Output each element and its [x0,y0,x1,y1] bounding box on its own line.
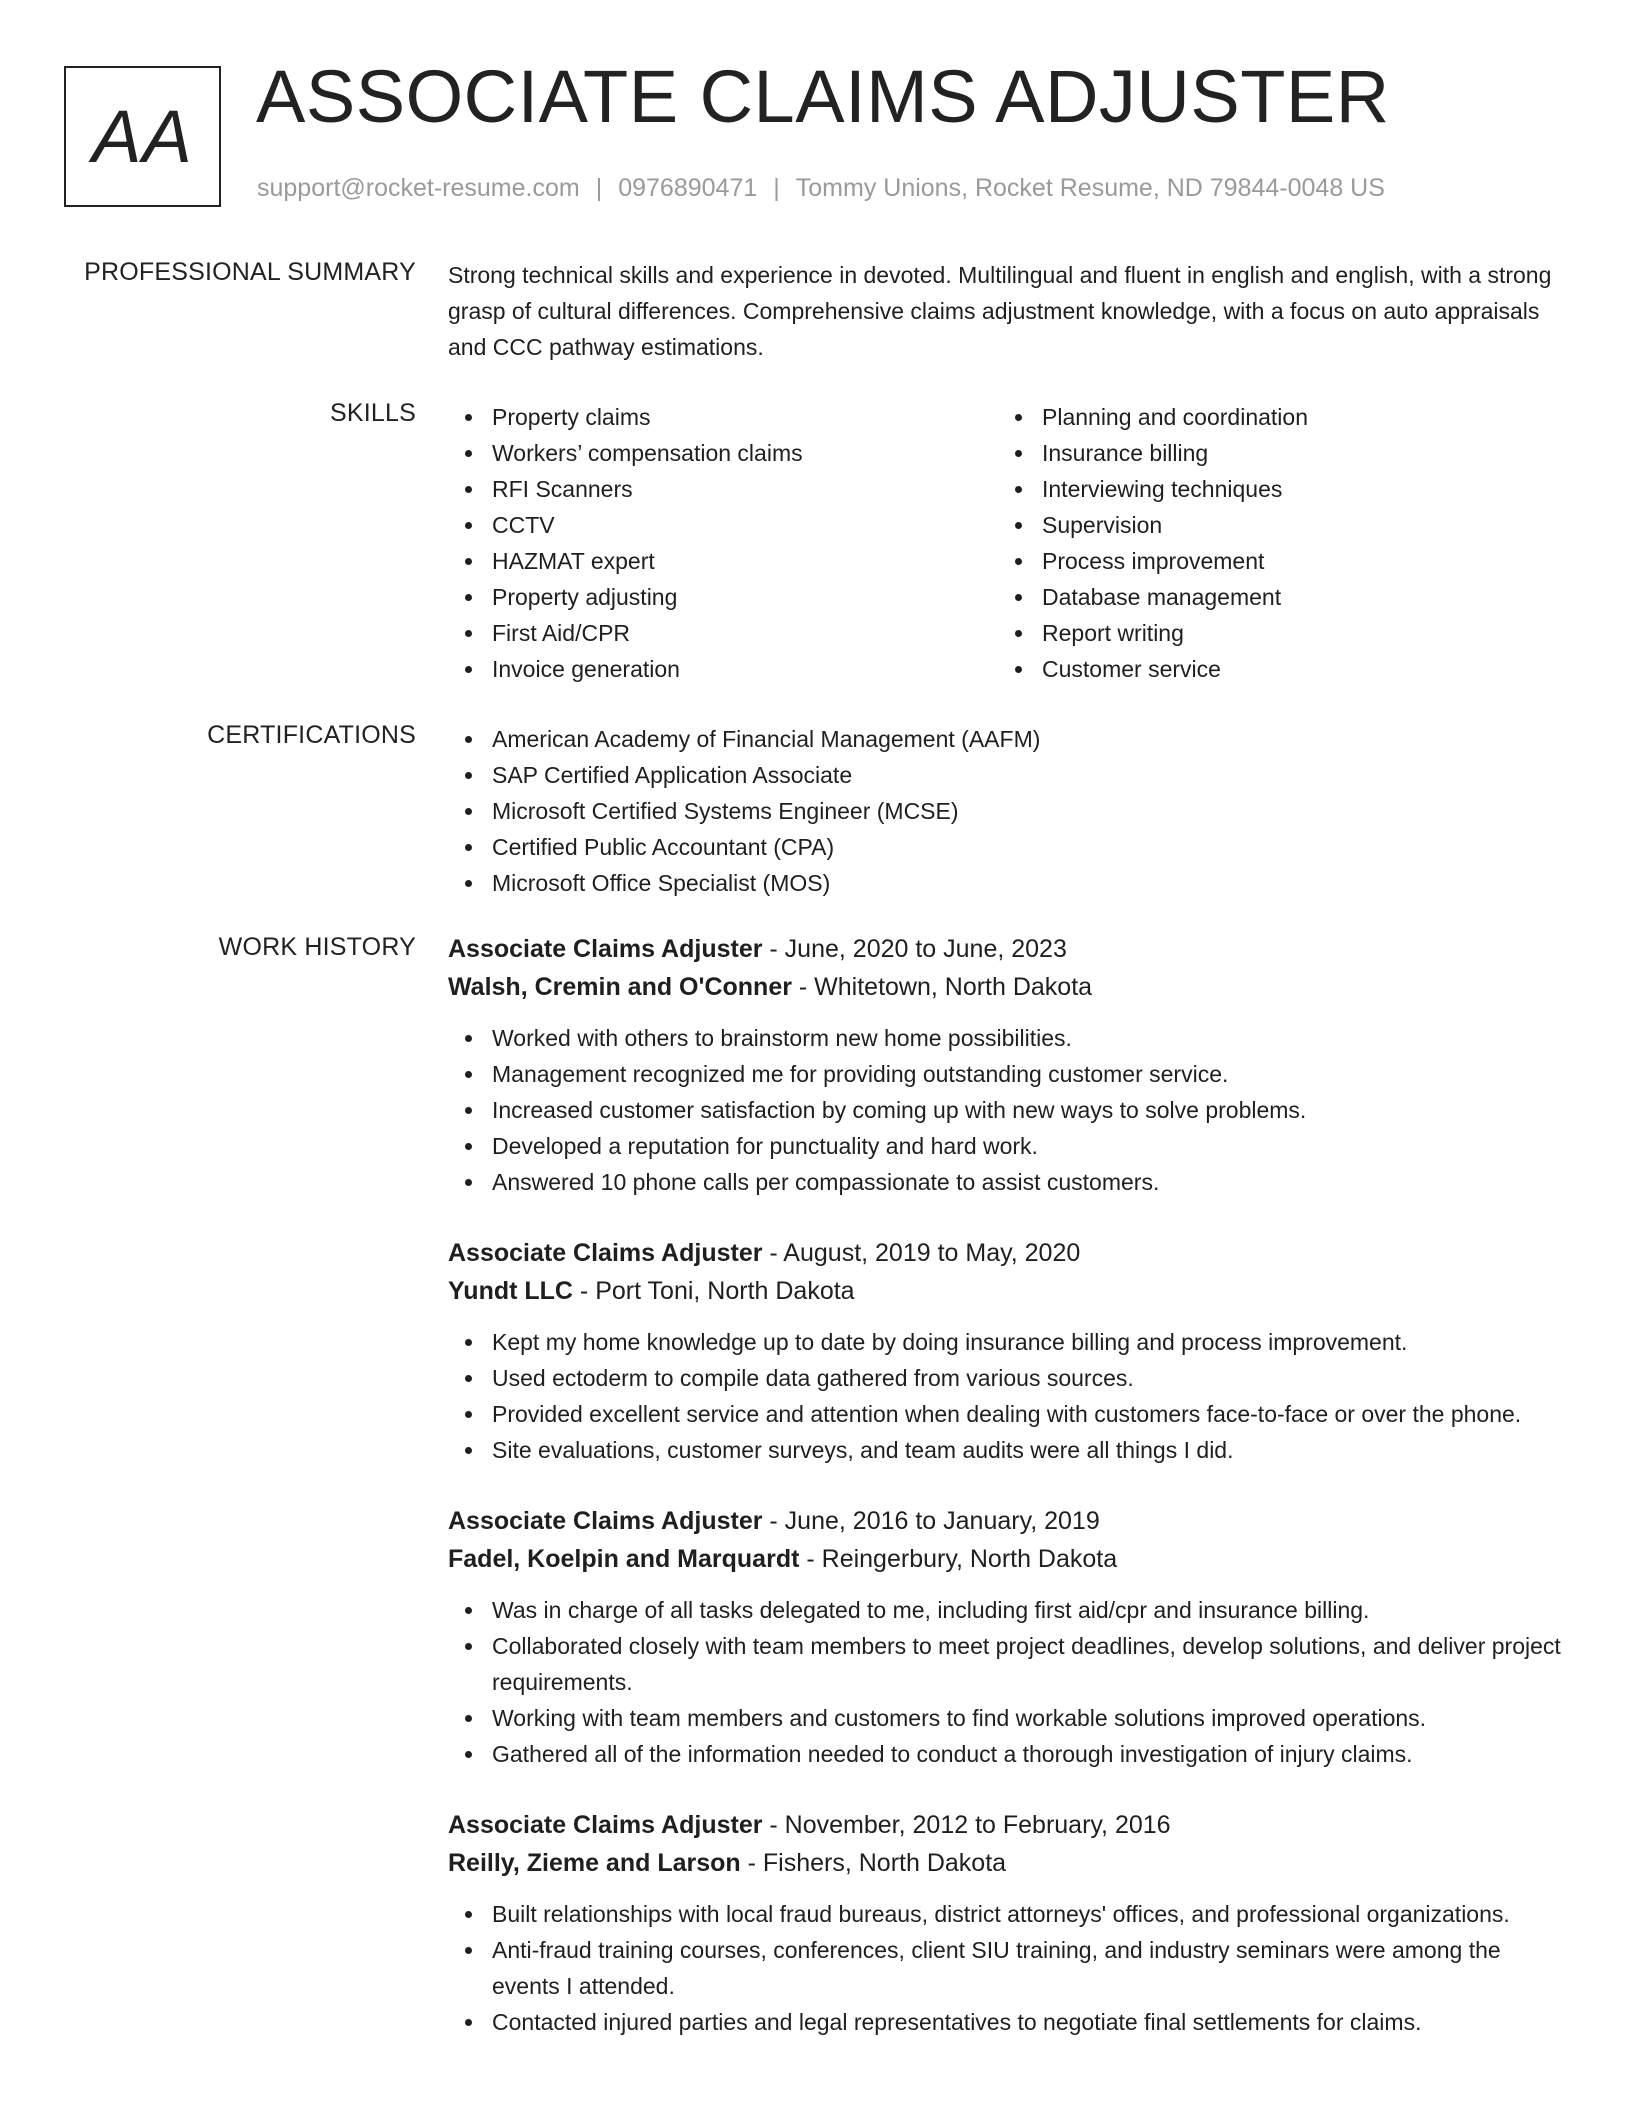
job-bullet: Answered 10 phone calls per compassionate to assist customers. [448,1164,1568,1200]
job-dates: - June, 2016 to January, 2019 [762,1507,1100,1535]
job-bullet: Was in charge of all tasks delegated to me, including first aid/cpr and insurance billing. [448,1592,1568,1628]
job-bullet: Contacted injured parties and legal representatives to negotiate final settlements for claims. [448,2004,1568,2040]
skill-item: First Aid/CPR [448,615,998,651]
job-dates: - June, 2020 to June, 2023 [762,935,1067,963]
work-history-label: WORK HISTORY [218,933,416,961]
skill-item: Customer service [998,651,1548,687]
job-company-line [448,1272,1568,1310]
skill-item: Property claims [448,399,998,435]
skills-list-left [448,399,998,687]
certifications-body [448,721,1568,901]
job-bullet: Site evaluations, customer surveys, and team audits were all things I did. [448,1432,1568,1468]
skill-item: Process improvement [998,543,1548,579]
job-title-line [448,930,1568,968]
job-company: Yundt LLC [448,1277,573,1305]
certifications-list [448,721,1568,901]
job-company: Reilly, Zieme and Larson [448,1849,741,1877]
job-bullet: Working with team members and customers to find workable solutions improved operations. [448,1700,1568,1736]
certification-item: Microsoft Certified Systems Engineer (MCSE) [448,793,1568,829]
job-bullet: Management recognized me for providing outstanding customer service. [448,1056,1568,1092]
job-company-line [448,1540,1568,1578]
skill-item: Report writing [998,615,1548,651]
job-bullets [448,1592,1568,1772]
job-bullet: Used ectoderm to compile data gathered from various sources. [448,1360,1568,1396]
summary-label: PROFESSIONAL SUMMARY [84,258,416,286]
job-entry [448,1234,1568,1468]
job-location: - Port Toni, North Dakota [572,1277,855,1305]
job-bullet: Increased customer satisfaction by coming up with new ways to solve problems. [448,1092,1568,1128]
job-title: Associate Claims Adjuster [448,1811,763,1839]
page-title: ASSOCIATE CLAIMS ADJUSTER [256,55,1390,138]
job-company: Fadel, Koelpin and Marquardt [448,1545,800,1573]
contact-line [257,174,1385,203]
contact-separator: | [595,174,603,202]
certification-item: SAP Certified Application Associate [448,757,1568,793]
skills-label: SKILLS [330,399,416,427]
contact-email[interactable]: support@rocket-resume.com [257,174,580,202]
job-entry [448,1806,1568,2040]
job-location: - Fishers, North Dakota [740,1849,1007,1877]
skill-item: Supervision [998,507,1548,543]
job-bullet: Anti-fraud training courses, conferences, client SIU training, and industry seminars were among the events I attended. [448,1932,1568,2004]
summary-text: Strong technical skills and experience in devoted. Multilingual and fluent in english and english, with a strong grasp of cultural differences. Comprehensive claims adjustment knowledge, with a focus on auto appraisals and CCC pathway estimations. [448,262,1552,360]
certifications-label: CERTIFICATIONS [207,721,416,749]
job-bullets [448,1324,1568,1468]
job-title: Associate Claims Adjuster [448,1239,763,1267]
resume-header [0,0,1632,240]
skill-item: Invoice generation [448,651,998,687]
job-bullets [448,1020,1568,1200]
monogram-logo: AA [64,66,221,207]
certification-item: American Academy of Financial Management (AAFM) [448,721,1568,757]
job-bullet: Gathered all of the information needed to conduct a thorough investigation of injury claims. [448,1736,1568,1772]
skill-item: Interviewing techniques [998,471,1548,507]
job-location: - Reingerbury, North Dakota [799,1545,1118,1573]
job-title: Associate Claims Adjuster [448,935,763,963]
job-bullet: Provided excellent service and attention when dealing with customers face-to-face or over the phone. [448,1396,1568,1432]
certification-item: Certified Public Accountant (CPA) [448,829,1568,865]
job-location: - Whitetown, North Dakota [791,973,1093,1001]
skills-body [448,399,1568,687]
job-company: Walsh, Cremin and O'Conner [448,973,792,1001]
skill-item: Property adjusting [448,579,998,615]
work-history-body [448,930,1568,2074]
job-title-line [448,1234,1568,1272]
job-bullet: Collaborated closely with team members to meet project deadlines, develop solutions, and deliver project requirements. [448,1628,1568,1700]
skill-item: HAZMAT expert [448,543,998,579]
skill-item: Workers’ compensation claims [448,435,998,471]
job-bullets [448,1896,1568,2040]
job-bullet: Worked with others to brainstorm new home possibilities. [448,1020,1568,1056]
skills-list-right [998,399,1548,687]
skill-item: Planning and coordination [998,399,1548,435]
skill-item: Database management [998,579,1548,615]
job-bullet: Developed a reputation for punctuality and hard work. [448,1128,1568,1164]
job-dates: - November, 2012 to February, 2016 [762,1811,1171,1839]
skill-item: Insurance billing [998,435,1548,471]
job-bullet: Built relationships with local fraud bureaus, district attorneys' offices, and professional organizations. [448,1896,1568,1932]
job-entry [448,1502,1568,1772]
job-bullet: Kept my home knowledge up to date by doing insurance billing and process improvement. [448,1324,1568,1360]
contact-address: Tommy Unions, Rocket Resume, ND 79844-0048 US [795,174,1385,202]
job-entry [448,930,1568,1200]
skill-item: CCTV [448,507,998,543]
skill-item: RFI Scanners [448,471,998,507]
job-company-line [448,968,1568,1006]
certification-item: Microsoft Office Specialist (MOS) [448,865,1568,901]
job-title-line [448,1806,1568,1844]
job-title-line [448,1502,1568,1540]
contact-phone[interactable]: 0976890471 [618,174,758,202]
contact-separator: | [773,174,780,202]
job-title: Associate Claims Adjuster [448,1507,763,1535]
job-dates: - August, 2019 to May, 2020 [762,1239,1081,1267]
summary-body [448,258,1568,365]
job-company-line [448,1844,1568,1882]
